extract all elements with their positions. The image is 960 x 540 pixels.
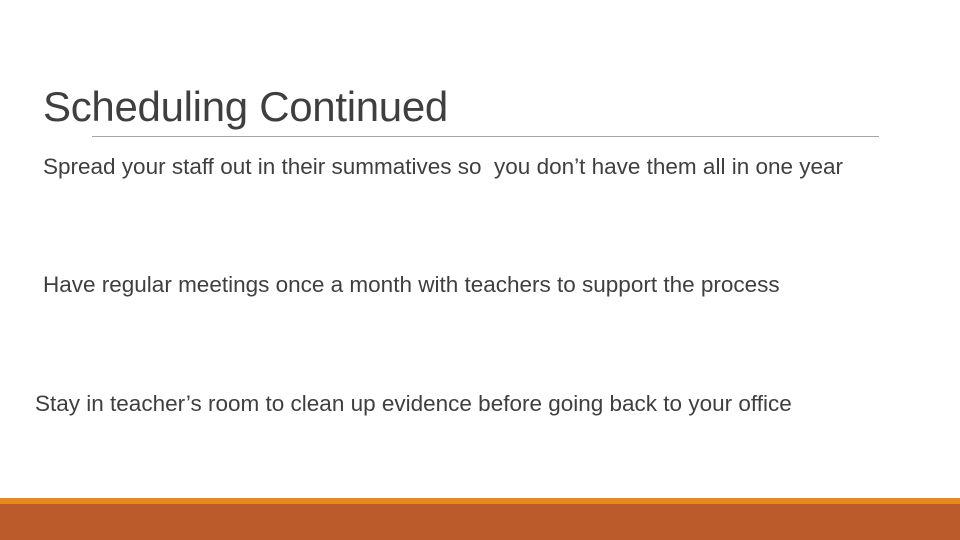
body-paragraph-teacher-room: Stay in teacher’s room to clean up evidence before going back to your office — [35, 391, 792, 416]
slide-title: Scheduling Continued — [43, 83, 448, 130]
body-paragraph-regular-meetings: Have regular meetings once a month with teachers to support the process — [43, 272, 780, 297]
title-divider — [92, 136, 879, 137]
footer-bar — [0, 504, 960, 540]
body-paragraph-staff-summatives: Spread your staff out in their summatives so you don’t have them all in one year — [43, 154, 844, 179]
